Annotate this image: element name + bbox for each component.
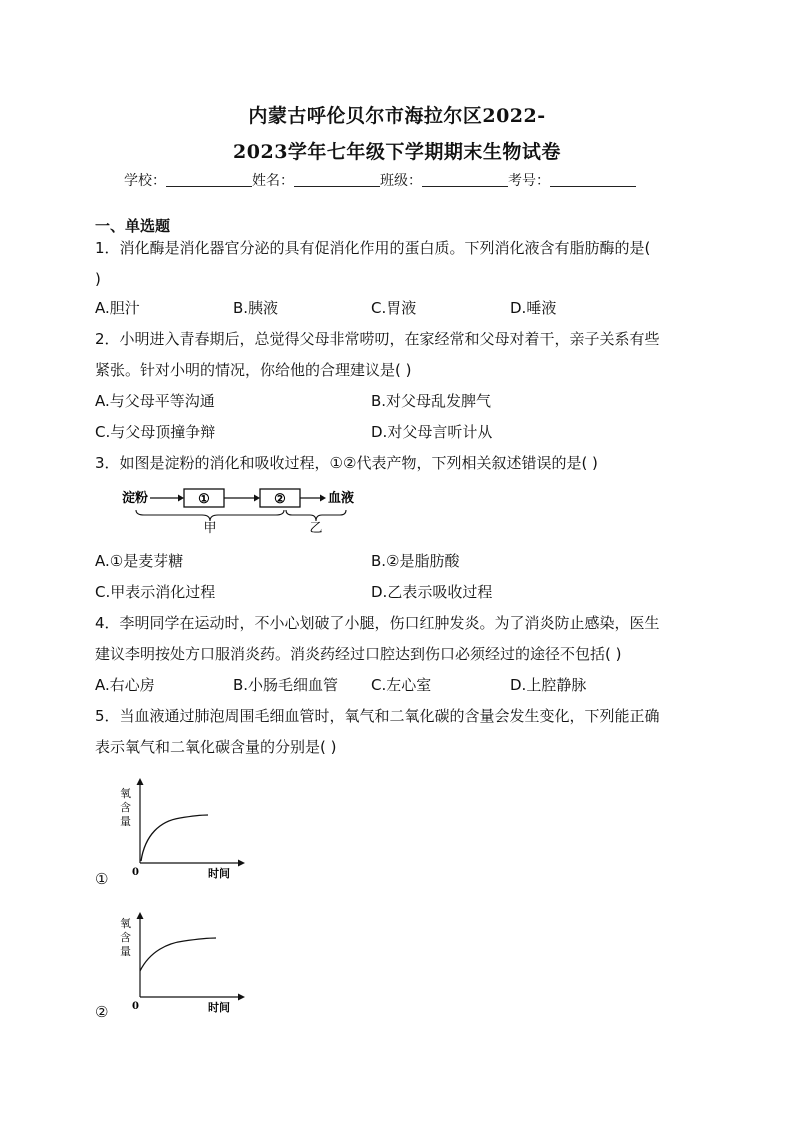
class-blank[interactable] xyxy=(422,172,508,187)
diagram-product-1-label: ① xyxy=(198,492,210,507)
graph-2-ylabel-char3: 量 xyxy=(120,945,131,958)
q3-option-a[interactable]: A.①是麦芽糖 xyxy=(95,552,184,570)
q2-option-b[interactable]: B.对父母乱发脾气 xyxy=(371,392,492,410)
diagram-jia-label: 甲 xyxy=(203,521,217,536)
q3-stem-line1: 3．如图是淀粉的消化和吸收过程，①②代表产物，下列相关叙述错误的是( ) xyxy=(95,454,598,472)
exam-title-line2: 2023学年七年级下学期期末生物试卷 xyxy=(233,141,561,163)
q1-stem-line1: 1．消化酶是消化器官分泌的具有促消化作用的蛋白质。下列消化液含有脂肪酶的是( xyxy=(95,239,651,257)
q3-option-c[interactable]: C.甲表示消化过程 xyxy=(95,583,216,601)
q3-option-d[interactable]: D.乙表示吸收过程 xyxy=(371,583,493,601)
graph-2-xlabel: 时间 xyxy=(208,1001,230,1013)
exam-no-blank[interactable] xyxy=(550,172,636,187)
diagram-yi-label: 乙 xyxy=(309,521,323,536)
q1-option-c[interactable]: C.胃液 xyxy=(371,299,417,317)
q2-stem-line2: 紧张。针对小明的情况，你给他的合理建议是( ) xyxy=(95,361,412,379)
q2-option-c[interactable]: C.与父母顶撞争辩 xyxy=(95,423,216,441)
school-blank[interactable] xyxy=(166,172,252,187)
q1-option-b[interactable]: B.胰液 xyxy=(233,299,279,317)
graph-1-x-arrowhead xyxy=(238,860,245,867)
graph-1-y-arrowhead xyxy=(137,778,144,785)
graph-2-ylabel-char2: 含 xyxy=(120,931,131,944)
graph-1-curve xyxy=(141,815,208,861)
q3-option-b[interactable]: B.②是脂肪酸 xyxy=(371,552,460,570)
name-label: 姓名： xyxy=(252,173,294,189)
q4-option-c[interactable]: C.左心室 xyxy=(371,676,432,694)
diagram-brace-jia xyxy=(136,510,284,521)
diagram-brace-yi xyxy=(286,510,346,521)
q1-option-d[interactable]: D.唾液 xyxy=(510,299,557,317)
q4-stem-line1: 4．李明同学在运动时，不小心划破了小腿，伤口红肿发炎。为了消炎防止感染，医生 xyxy=(95,614,660,632)
diagram-starch-label: 淀粉 xyxy=(122,491,149,506)
graph-2-curve xyxy=(140,938,216,971)
q1-option-a[interactable]: A.胆汁 xyxy=(95,299,140,317)
q4-stem-line2: 建议李明按处方口服消炎药。消炎药经过口腔达到伤口必须经过的途径不包括( ) xyxy=(95,645,622,663)
starch-digestion-diagram xyxy=(118,484,368,536)
graph-2-y-arrowhead xyxy=(137,912,144,919)
q5-stem-line1: 5．当血液通过肺泡周围毛细血管时，氧气和二氧化碳的含量会发生变化，下列能正确 xyxy=(95,707,660,725)
school-label: 学校： xyxy=(124,173,166,189)
graph-2-oxygen-curve xyxy=(112,911,252,1013)
graph-1-marker: ① xyxy=(95,870,109,888)
q5-stem-line2: 表示氧气和二氧化碳含量的分别是( ) xyxy=(95,738,337,756)
diagram-product-2-label: ② xyxy=(274,492,286,507)
q2-option-a[interactable]: A.与父母平等沟通 xyxy=(95,392,215,410)
graph-2-marker: ② xyxy=(95,1003,109,1021)
graph-2-ylabel-char1: 氧 xyxy=(120,917,131,930)
q4-option-b[interactable]: B.小肠毛细血管 xyxy=(233,676,339,694)
graph-1-ylabel-char3: 量 xyxy=(120,815,131,828)
graph-1-xlabel: 时间 xyxy=(208,867,230,879)
exam-title-line1: 内蒙古呼伦贝尔市海拉尔区2022- xyxy=(248,105,546,127)
q4-option-a[interactable]: A.右心房 xyxy=(95,676,155,694)
section-heading: 一、单选题 xyxy=(95,217,171,235)
class-label: 班级： xyxy=(380,173,422,189)
diagram-blood-label: 血液 xyxy=(328,491,355,506)
graph-1-origin: 0 xyxy=(132,867,139,878)
diagram-arrowhead-3 xyxy=(320,495,326,502)
graph-1-oxygen-curve xyxy=(112,777,252,879)
student-info-line xyxy=(124,170,636,190)
graph-1-ylabel-char2: 含 xyxy=(120,801,131,814)
graph-2-origin: 0 xyxy=(132,1001,139,1012)
q2-option-d[interactable]: D.对父母言听计从 xyxy=(371,423,493,441)
diagram-arrowhead-1 xyxy=(178,495,184,502)
diagram-arrowhead-2 xyxy=(254,495,260,502)
q2-stem-line1: 2．小明进入青春期后，总觉得父母非常唠叨，在家经常和父母对着干，亲子关系有些 xyxy=(95,330,660,348)
name-blank[interactable] xyxy=(294,172,380,187)
exam-no-label: 考号： xyxy=(508,173,550,189)
graph-2-x-arrowhead xyxy=(238,994,245,1001)
graph-1-ylabel-char1: 氧 xyxy=(120,787,131,800)
q1-stem-line2: ) xyxy=(95,270,101,288)
q4-option-d[interactable]: D.上腔静脉 xyxy=(510,676,587,694)
